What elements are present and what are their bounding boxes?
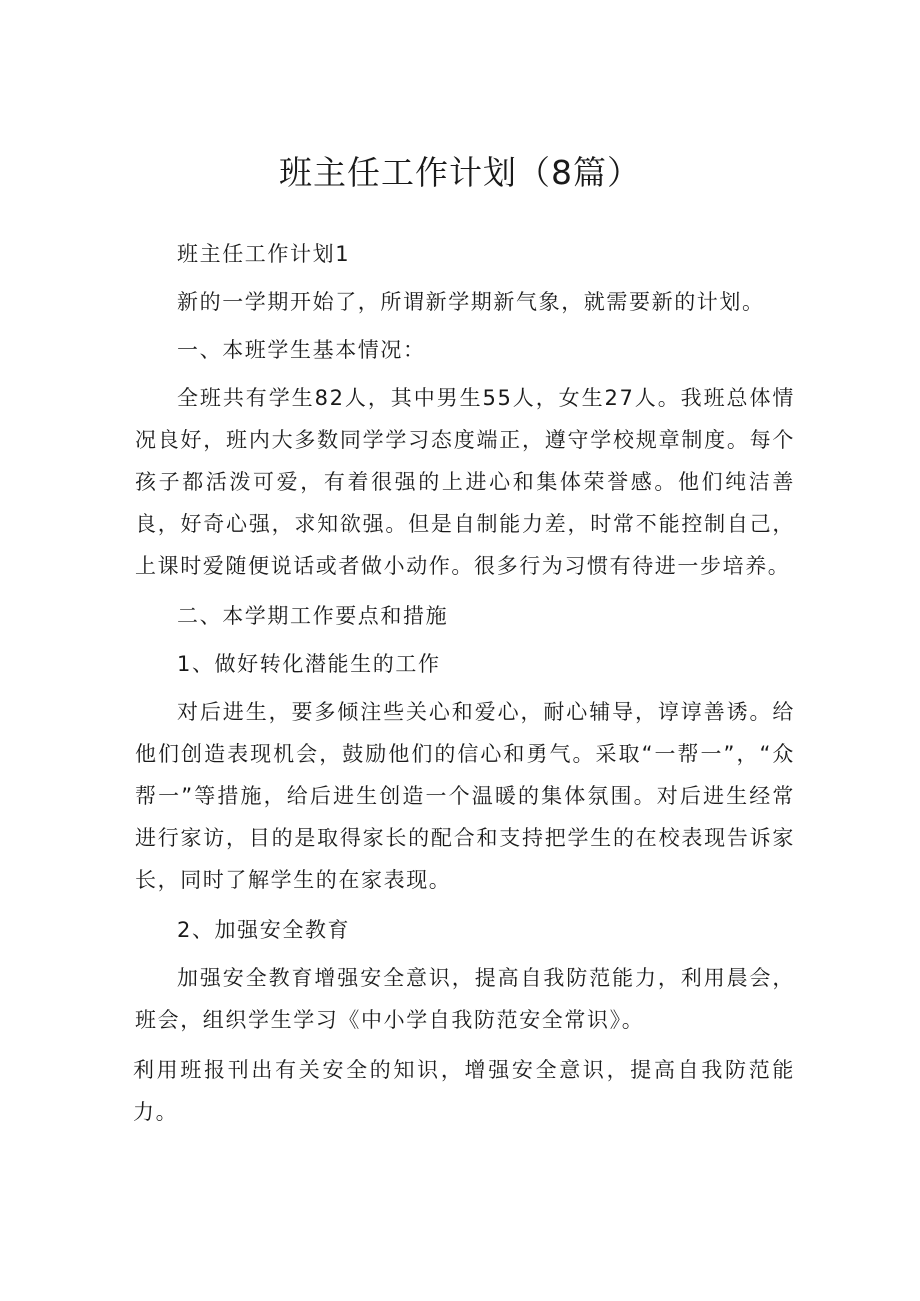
paragraph: 对后进生，要多倾注些关心和爱心，耐心辅导，谆谆善诱。给他们创造表现机会，鼓励他们的信心和勇气。采取“一帮一”，“众帮一”等措施，给后进生创造一个温暖的集体氛围。对后进生经常进行家访，目的是取得家长的配合和支持把学生的在校表现告诉家长，同时了解学生的在家表现。 (135, 700, 795, 892)
subsection-heading: 1、做好转化潜能生的工作 (177, 652, 441, 676)
document-body (135, 233, 795, 1139)
section-heading: 一、本班学生基本情况： (177, 338, 426, 362)
paragraph: 新的一学期开始了，所谓新学期新气象，就需要新的计划。 (177, 290, 765, 314)
subsection-heading: 2、加强安全教育 (177, 918, 351, 942)
section-heading: 二、本学期工作要点和措施 (177, 604, 449, 628)
section-heading: 班主任工作计划1 (177, 242, 351, 266)
paragraph: 加强安全教育增强安全意识，提高自我防范能力，利用晨会，班会，组织学生学习《中小学自我防范安全常识》。 (135, 966, 795, 1032)
paragraph: 利用班报刊出有关安全的知识，增强安全意识，提高自我防范能力。 (133, 1058, 795, 1124)
document-title: 班主任工作计划（8篇） (279, 153, 641, 192)
paragraph: 全班共有学生82人，其中男生55人，女生27人。我班总体情况良好，班内大多数同学学习态度端正，遵守学校规章制度。每个孩子都活泼可爱，有着很强的上进心和集体荣誉感。他们纯洁善良，好奇心强，求知欲强。但是自制能力差，时常不能控制自己，上课时爱随便说话或者做小动作。很多行为习惯有待进一步培养。 (135, 386, 795, 578)
